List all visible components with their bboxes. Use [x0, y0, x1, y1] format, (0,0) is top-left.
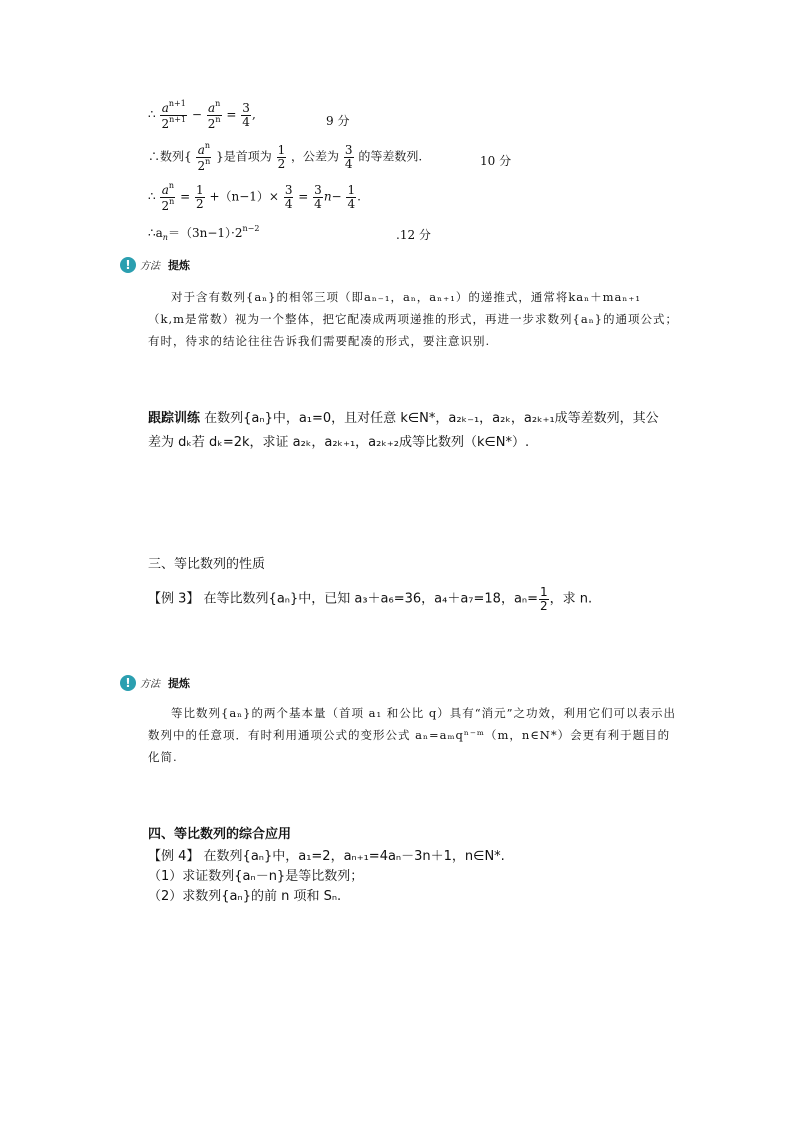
fraction-a-np1: $\frac{a^{n+1}}{2^{n+1}}$	[161, 99, 187, 131]
formula-line-3: ∴ $\frac{a^n}{2^n}$ = $\frac{1}{2}$ +（n−1）× $\frac{3}{4}$ = $\frac{3}{4}$ n− $\frac{1}{4}$ .	[148, 181, 361, 213]
fraction-an-2n: $\frac{a^n}{2^n}$	[197, 141, 211, 173]
method-paragraph-1: 对于含有数列{aₙ}的相邻三项（即aₙ₋₁，aₙ，aₙ₊₁）的递推式，通常将kaₙ＋maₙ₊₁（k,m是常数）视为一个整体，把它配凑成两项递推的形式，再进一步求数列{aₙ}的通项公式；有时，待求的结论往往告诉我们需要配凑的形式，要注意识别.	[148, 290, 678, 348]
formula-line-4: $\therefore a_n=(3n-1)\cdot 2^{n-2}$	[148, 224, 260, 242]
follow-training-label: 跟踪训练	[148, 411, 201, 426]
score-10: 10 分	[480, 154, 512, 168]
follow-training-line-2: 差为 dₖ若 dₖ=2k，求证 a₂ₖ，a₂ₖ₊₁，a₂ₖ₊₂成等比数列（k∈N*）.	[148, 435, 530, 450]
example-4: 【例 4】 在数列{aₙ}中，a₁=2，aₙ₊₁=4aₙ－3n＋1，n∈N*.	[148, 849, 505, 864]
section-4-heading: 四、等比数列的综合应用	[148, 827, 292, 842]
score-9: 9 分	[326, 114, 350, 128]
follow-training-line-1: 跟踪训练 在数列{aₙ}中，a₁=0，且对任意 k∈N*，a₂ₖ₋₁，a₂ₖ，a₂ₖ₊₁成等差数列，其公	[148, 411, 659, 426]
formula-line-1: ∴ $\frac{a^{n+1}}{2^{n+1}}$ − $\frac{a^n}{2^n}$ = $\frac{3}{4}$ ,	[148, 99, 256, 131]
example-3: 【例 3】 在等比数列{aₙ}中，已知 a₃＋a₆=36，a₄＋a₇=18，aₙ= $\frac{1}{2}$ ，求 n.	[148, 585, 593, 613]
score-12: .12 分	[396, 228, 431, 242]
fraction-three-quarters: $\frac{3}{4}$	[242, 101, 250, 129]
fraction-one-half: $\frac{1}{2}$	[277, 143, 286, 171]
method-badge-1: ! 方法 提炼	[120, 256, 200, 274]
fraction-one-half-ex3: $\frac{1}{2}$	[540, 585, 548, 613]
method-badge-2: ! 方法 提炼	[120, 674, 200, 692]
exclamation-icon: !	[120, 675, 136, 691]
example-4-question-2: （2）求数列{aₙ}的前 n 项和 Sₙ.	[148, 889, 342, 904]
fraction-a-n: $\frac{a^n}{2^n}$	[207, 99, 221, 131]
formula-line-2: ∴数列{ $\frac{a^n}{2^n}$ }是首项为 $\frac{1}{2}$ ，公差为 $\frac{3}{4}$ 的等差数列.	[148, 141, 423, 173]
section-3-heading: 三、等比数列的性质	[148, 557, 266, 572]
method-paragraph-2: 等比数列{aₙ}的两个基本量（首项 a₁ 和公比 q）具有“消元”之功效，利用它们可以表示出数列中的任意项．有时利用通项公式的变形公式 aₙ=aₘqⁿ⁻ᵐ（m，n∈N*）会更有利于题目的化简.	[148, 706, 677, 764]
example-4-question-1: （1）求证数列{aₙ－n}是等比数列；	[148, 869, 364, 884]
exclamation-icon: !	[120, 257, 136, 273]
therefore-symbol: ∴	[148, 107, 156, 122]
fraction-three-quarters-2: $\frac{3}{4}$	[344, 143, 353, 171]
